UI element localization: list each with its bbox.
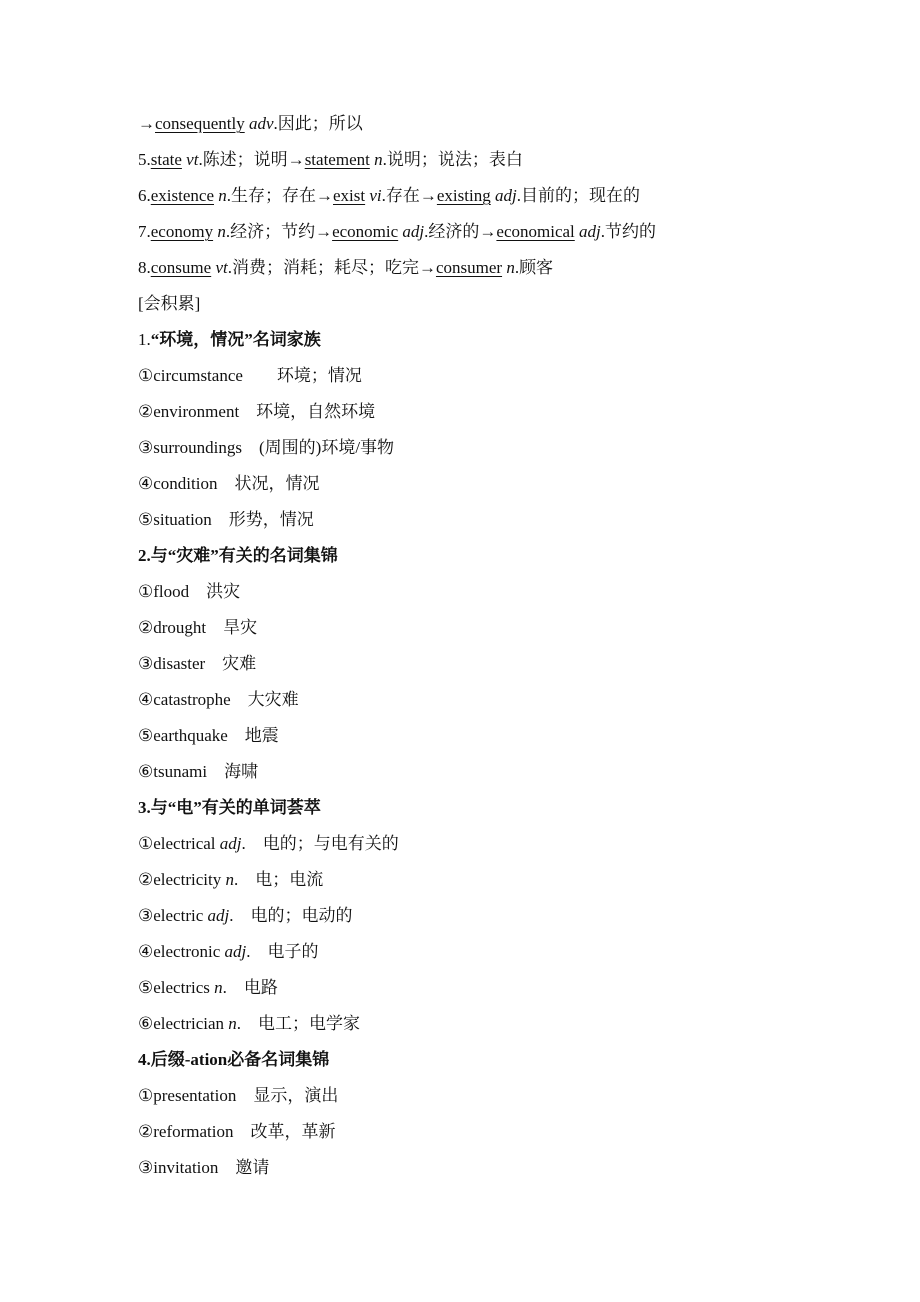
text-span: ④condition 状况，情况 — [138, 474, 320, 493]
text-span: 5. — [138, 150, 151, 169]
vocab-word: consequently — [155, 114, 245, 133]
text-span: .存在→ — [381, 186, 437, 205]
text-span: . 电工；电学家 — [236, 1014, 361, 1033]
vocab-word: exist — [333, 186, 366, 205]
text-line — [138, 1150, 860, 1186]
text-span: . 电的；电动的 — [229, 906, 353, 925]
text-span: . 电子的 — [246, 942, 319, 961]
part-of-speech: adj — [224, 942, 247, 961]
text-span: ⑤earthquake 地震 — [138, 726, 279, 745]
document-body — [138, 106, 860, 1186]
text-line — [138, 394, 860, 430]
text-span: ③electric — [138, 906, 208, 925]
text-span: .目前的；现在的 — [516, 186, 640, 205]
text-line — [138, 790, 860, 826]
text-span: ①presentation 显示，演出 — [138, 1086, 339, 1105]
part-of-speech: n — [214, 978, 223, 997]
part-of-speech: vt — [186, 150, 199, 169]
text-span: ⑤situation 形势，情况 — [138, 510, 314, 529]
part-of-speech: n — [225, 870, 234, 889]
part-of-speech: adj — [579, 222, 601, 241]
text-line — [138, 538, 860, 574]
text-line — [138, 862, 860, 898]
text-line — [138, 898, 860, 934]
part-of-speech: n — [218, 186, 227, 205]
text-span: 7. — [138, 222, 151, 241]
text-line — [138, 106, 860, 142]
text-line — [138, 322, 860, 358]
vocab-word: economic — [332, 222, 399, 241]
text-line — [138, 1114, 860, 1150]
text-span: . 电的；与电有关的 — [241, 834, 399, 853]
text-span: .生存；存在→ — [226, 186, 333, 205]
text-line — [138, 682, 860, 718]
text-span: ③invitation 邀请 — [138, 1158, 270, 1177]
part-of-speech: vi — [369, 186, 382, 205]
text-span: 8. — [138, 258, 151, 277]
text-line — [138, 142, 860, 178]
text-span: .经济的→ — [424, 222, 497, 241]
section-heading: 4.后缀-ation必备名词集锦 — [138, 1050, 330, 1069]
section-heading: 2.与“灾难”有关的名词集锦 — [138, 546, 338, 565]
text-span: ①electrical — [138, 834, 220, 853]
text-span: .消费；消耗；耗尽；吃完→ — [227, 258, 436, 277]
text-span: ⑥tsunami 海啸 — [138, 762, 259, 781]
part-of-speech: n — [228, 1014, 237, 1033]
text-span: → — [138, 114, 155, 133]
part-of-speech: adv — [248, 114, 274, 133]
section-heading: “环境，情况”名词家族 — [150, 330, 321, 349]
part-of-speech: n — [374, 150, 383, 169]
text-span: ②environment 环境，自然环境 — [138, 402, 376, 421]
text-line — [138, 646, 860, 682]
text-line — [138, 970, 860, 1006]
text-line — [138, 610, 860, 646]
text-span: ②drought 旱灾 — [138, 618, 258, 637]
part-of-speech: n — [506, 258, 515, 277]
text-span: .说明；说法；表白 — [382, 150, 523, 169]
vocab-word: statement — [304, 150, 370, 169]
text-span: ①circumstance 环境；情况 — [138, 366, 362, 385]
vocab-word: consume — [150, 258, 212, 277]
vocab-word: existing — [436, 186, 491, 205]
text-span: . 电；电流 — [233, 870, 324, 889]
vocab-word: consumer — [435, 258, 503, 277]
vocab-word: economy — [150, 222, 214, 241]
text-line — [138, 754, 860, 790]
text-line — [138, 430, 860, 466]
vocab-word: economical — [496, 222, 575, 241]
text-line — [138, 178, 860, 214]
text-span: ①flood 洪灾 — [138, 582, 241, 601]
text-span: ⑥electrician — [138, 1014, 229, 1033]
part-of-speech: vt — [215, 258, 228, 277]
text-span: ③disaster 灾难 — [138, 654, 257, 673]
text-line — [138, 1042, 860, 1078]
text-span: ④electronic — [138, 942, 225, 961]
text-line — [138, 466, 860, 502]
text-span: ⑤electrics — [138, 978, 215, 997]
text-line — [138, 214, 860, 250]
text-line — [138, 1078, 860, 1114]
text-span: . 电路 — [222, 978, 278, 997]
text-line — [138, 250, 860, 286]
vocab-word: state — [150, 150, 182, 169]
text-span: ②electricity — [138, 870, 226, 889]
part-of-speech: adj — [207, 906, 230, 925]
text-span: .顾客 — [514, 258, 554, 277]
text-span: .因此；所以 — [273, 114, 363, 133]
part-of-speech: n — [217, 222, 226, 241]
section-heading: 3.与“电”有关的单词荟萃 — [138, 798, 321, 817]
part-of-speech: adj — [402, 222, 425, 241]
text-span: .经济；节约→ — [225, 222, 333, 241]
vocab-word: existence — [150, 186, 214, 205]
text-span: .陈述；说明→ — [198, 150, 305, 169]
text-line — [138, 718, 860, 754]
text-line — [138, 1006, 860, 1042]
part-of-speech: adj — [219, 834, 242, 853]
text-span: [会积累] — [138, 294, 201, 313]
text-line — [138, 826, 860, 862]
text-line — [138, 358, 860, 394]
text-span: ④catastrophe 大灾难 — [138, 690, 299, 709]
part-of-speech: adj — [494, 186, 517, 205]
text-span: 1. — [138, 330, 151, 349]
text-line — [138, 934, 860, 970]
text-line — [138, 502, 860, 538]
text-span: ②reformation 改革，革新 — [138, 1122, 336, 1141]
text-span: 6. — [138, 186, 151, 205]
text-span: ③surroundings (周围的)环境/事物 — [138, 438, 395, 457]
text-line — [138, 286, 860, 322]
text-line — [138, 574, 860, 610]
text-span: .节约的 — [600, 222, 656, 241]
